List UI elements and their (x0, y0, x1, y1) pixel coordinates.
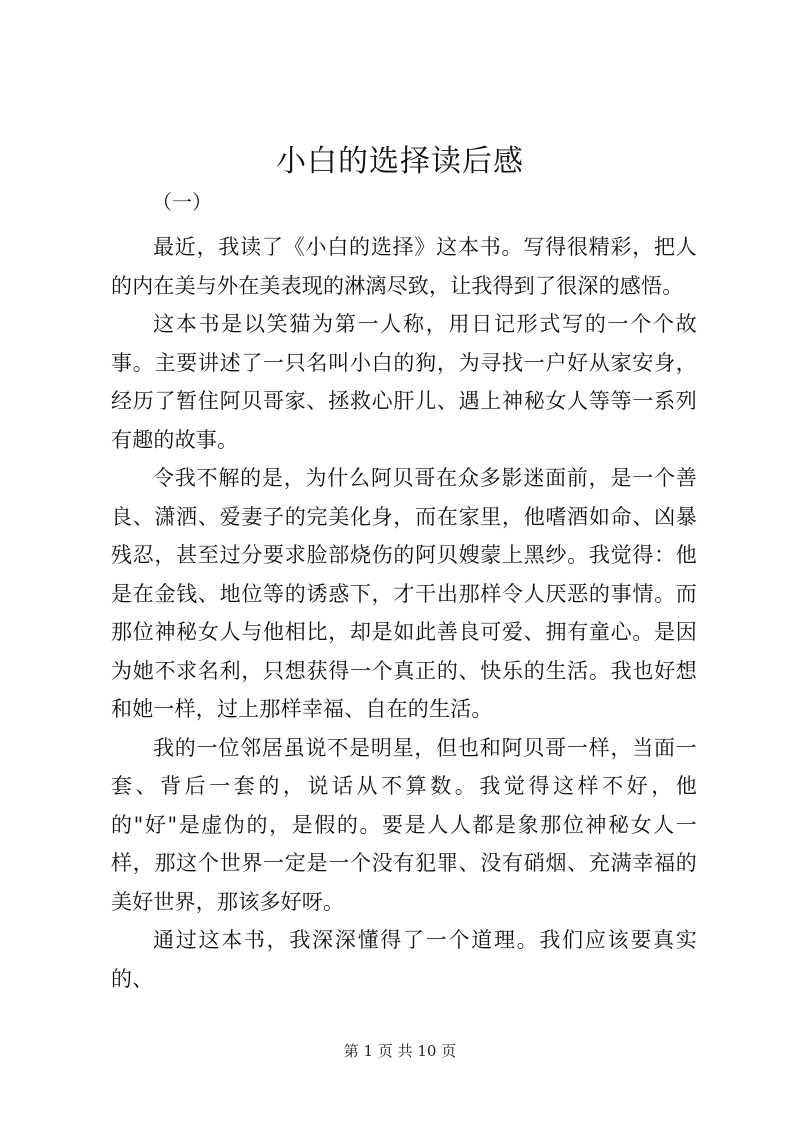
page-footer: 第 1 页 共 10 页 (343, 1042, 457, 1060)
paragraph: 这本书是以笑猫为第一人称，用日记形式写的一个个故事。主要讲述了一只名叫小白的狗，为寻找一户好从家安身，经历了暂住阿贝哥家、拯救心肝儿、遇上神秘女人等等一系列有趣的故事。 (111, 312, 697, 452)
paragraph: 最近，我读了《小白的选择》这本书。写得很精彩，把人的内在美与外在美表现的淋漓尽致，让我得到了很深的感悟。 (111, 235, 697, 298)
paragraph: 通过这本书，我深深懂得了一个道理。我们应该要真实的、 (111, 928, 697, 991)
paragraph: 我的一位邻居虽说不是明星，但也和阿贝哥一样，当面一套、背后一套的，说话从不算数。我觉得这样不好，他的"好"是虚伪的，是假的。要是人人都是象那位神秘女人一样，那这个世界一定是一个没有犯罪、没有硝烟、充满幸福的美好世界，那该多好呀。 (111, 735, 697, 914)
paragraph: 令我不解的是，为什么阿贝哥在众多影迷面前，是一个善良、潇洒、爱妻子的完美化身，而在家里，他嗜酒如命、凶暴残忍，甚至过分要求脸部烧伤的阿贝嫂蒙上黑纱。我觉得：他是在金钱、地位等的诱惑下，才干出那样令人厌恶的事情。而那位神秘女人与他相比，却是如此善良可爱、拥有童心。是因为她不求名利，只想获得一个真正的、快乐的生活。我也好想和她一样，过上那样幸福、自在的生活。 (111, 466, 697, 721)
document-body (111, 228, 697, 998)
section-label: （一） (152, 190, 212, 214)
page-title: 小白的选择读后感 (276, 144, 524, 179)
